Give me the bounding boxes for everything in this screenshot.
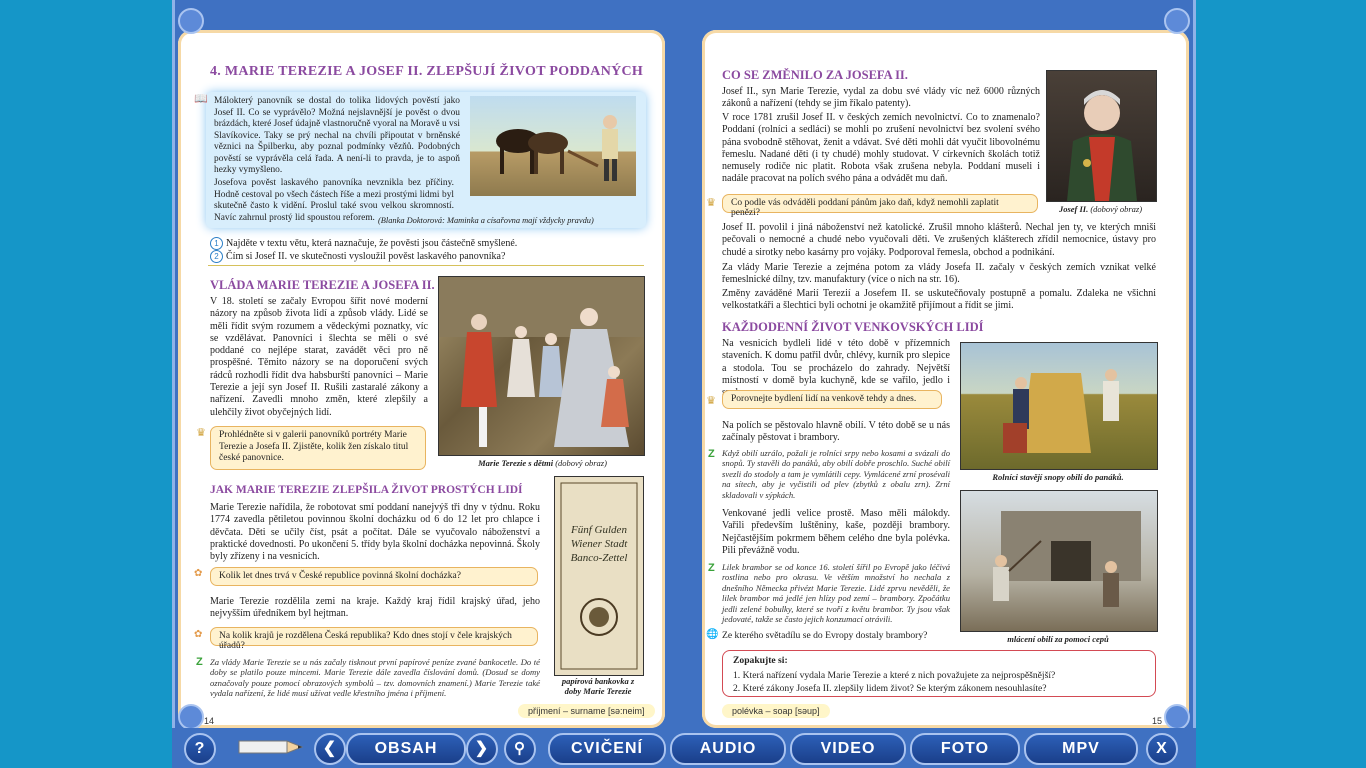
next-page-button[interactable]: ❯ <box>466 733 498 765</box>
page-right <box>702 30 1189 728</box>
threshing-illustration <box>961 491 1157 631</box>
josef-plough-image <box>470 96 636 196</box>
text-josef-4: Za vlády Marie Terezie a zejména potom za vlády Josefa II. začaly v českých zemích vznikat velké řemeslnické dílny, tzv. manufaktury (více o nich na str. 16). <box>722 262 1156 286</box>
question-brambory: Ze kterého světadílu se do Evropy dostaly brambory? <box>722 630 928 641</box>
question-2 <box>210 250 505 263</box>
snopy-image <box>960 342 1158 470</box>
globe-icon: 🌐 <box>706 629 719 640</box>
marie-terezie-painting <box>438 276 645 456</box>
question-2-text: Čím si Josef II. ve skutečnosti vysloužil pověst laskavého panovníka? <box>226 251 506 262</box>
crown-icon: ♛ <box>706 395 716 407</box>
josef-portrait <box>1046 70 1157 202</box>
question-1-text: Najděte v textu větu, která naznačuje, že pověsti jsou částečně smyšlené. <box>226 238 518 249</box>
crown-icon: ♛ <box>706 197 716 209</box>
cviceni-button[interactable]: CVIČENÍ <box>548 733 666 765</box>
task-kraje: Na kolik krajů je rozdělena Česká republika? Kdo dnes stojí v čele krajských úřadů? <box>210 627 538 646</box>
audio-button[interactable]: AUDIO <box>670 733 786 765</box>
flower-icon: ✿ <box>194 629 203 640</box>
page-title: 4. MARIE TEREZIE A JOSEF II. ZLEPŠUJÍ ŽIVOT PODDANÝCH <box>210 64 644 79</box>
text-venkov-1: Na vesnicích bydleli lidé v této době v přízemních staveních. K domu patřil dvůr, chlévy, kurník pro slepice a stodola. Tou se procházelo do zahrady. Největší místností v domě byla kuchyně, kde se vařilo, jedlo i <box>722 338 950 386</box>
task-galerie: Prohlédněte si v galerii panovníků portréty Marie Terezie a Josefa II. Zjistěte, kolik žen získalo titul české panovnice. <box>210 426 426 470</box>
text-venkov-3: Venkované jedli velice prostě. Maso měli málokdy. Vařili především luštěniny, kaše, později brambory. Nejčastějším pokrmem během celého dne byla polévka. Pili převážně vodu. <box>722 508 950 556</box>
crown-icon: ♛ <box>196 427 206 439</box>
z-icon: Z <box>708 562 715 574</box>
corner-decoration <box>1164 8 1190 34</box>
legend-text-1: Málokterý panovník se dostal do tolika lidových pověstí jako Josef II. Co se vyprávělo? Možná nejslavnější je pověst o dvou brázdách, které Josef údajně vlastnoručně vyoral na Moravě u vsi Slavíkovice. Taky se prý nechal na chvíli připoutat v brněnské věznici na Špilberku, aby poznal podmínky vězňů. Podobných pověstí se vyprávěla celá řada. A není-li to pravda, je to aspoň hezky vymyšleno. <box>214 96 460 175</box>
caption-josef: Josef II. (dobový obraz) <box>1058 204 1143 214</box>
prev-page-button[interactable]: ❮ <box>314 733 346 765</box>
legend-source: (Blanka Doktorová: Maminka a císařovna mají vždycky pravdu) <box>378 216 594 225</box>
banknote-image <box>554 476 644 676</box>
foto-button[interactable]: FOTO <box>910 733 1020 765</box>
task-dan: Co podle vás odváděli poddaní pánům jako daň, když nemohli zaplatit penězi? <box>722 194 1038 213</box>
z-icon: Z <box>708 448 715 460</box>
task-bydleni: Porovnejte bydlení lidí na venkově tehdy a dnes. <box>722 390 942 409</box>
review-title: Zopakujte si: <box>733 655 788 666</box>
section-title-venkov: KAŽDODENNÍ ŽIVOT VENKOVSKÝCH LIDÍ <box>722 320 984 334</box>
book-icon: 📖 <box>194 93 208 105</box>
page-number-left: 14 <box>204 716 215 726</box>
section-text-jak: Marie Terezie nařídila, že robotovat smí poddaní nanejvýš tři dny v týdnu. Roku 1774 zavedla pětiletou povinnou školní docházku od 6 do 12 let pro chlapce i děvčata. Děti se učily číst, psát a počítat. Dále se vyučovalo náboženství a praktické dovednosti. Po ukončení 5. třídy byla školní docházka nepovinná. Školy byly zřízeny i na vesnicích. <box>210 502 540 563</box>
review-item-2: 2. Které zákony Josefa II. zlepšily lidem život? Se kterým zákonem nesouhlasíte? <box>733 683 1047 694</box>
help-button[interactable]: ? <box>184 733 216 765</box>
harvest-illustration <box>961 343 1157 469</box>
family-portrait-illustration <box>439 277 644 455</box>
banknote-text: Fünf Gulden Wiener Stadt Banco-Zettel <box>570 524 628 564</box>
flower-icon: ✿ <box>194 568 203 579</box>
corner-decoration <box>1164 704 1190 730</box>
caption-snopy: Rolníci stavějí snopy obilí do panáků. <box>992 472 1124 482</box>
divider <box>208 265 644 266</box>
pencil-icon[interactable] <box>238 738 304 756</box>
section-title-jak: JAK MARIE TEREZIE ZLEPŠILA ŽIVOT PROSTÝCH LIDÍ <box>210 484 523 496</box>
text-josef-2: V roce 1781 zrušil Josef II. v českých zemích nevolnictví. Co to znamenalo? Poddaní (rolníci a sedláci) se mohli po zrušení nevolnictví bez svolení svého pána svobodně stěhovat, ženit a vdávat. Své děti mohli dát vyučit libovolnému řemeslu. Nadané děti (i ty chudé) mohly studovat. V církevních školách totiž nemusely rodiče nic platit. Robota však zrušena nebyla. Poddaní museli i nadále pracovat na polích svého pána a odvádět mu daň. <box>722 112 1040 185</box>
number-1-icon: 1 <box>210 237 223 250</box>
z-icon: Z <box>196 656 203 668</box>
caption-banknote: papírová bankovka z doby Marie Terezie <box>561 676 635 696</box>
section-title-josef: CO SE ZMĚNILO ZA JOSEFA II. <box>722 68 908 82</box>
banknote-seal <box>555 477 643 675</box>
search-icon[interactable]: ⚲ <box>504 733 536 765</box>
question-1 <box>210 237 517 250</box>
caption-mlaceni: mlácení obilí za pomoci cepů <box>1007 634 1109 644</box>
legend-text-2: Josefova pověst laskavého panovníka nevznikla bez příčiny. Hodně cestoval po všech částech říše a mezi prostými lidmi byl skutečně často k vidění. Proslul také svou velkou skromností. Navíc zahrnul prostý lid spoustou reforem. <box>214 178 454 223</box>
portrait-illustration <box>1047 71 1156 201</box>
vocabulary-prijmeni: příjmení – surname [sə:neim] <box>518 704 655 718</box>
corner-decoration <box>178 8 204 34</box>
plough-illustration <box>470 96 636 196</box>
section-text-kraje: Marie Terezie rozdělila zemi na kraje. Každý kraj řídil krajský úřad, jeho nejvyšším úředníkem byl hejtman. <box>210 596 540 620</box>
close-button[interactable]: X <box>1146 733 1178 765</box>
caption-marie-terezie: Marie Terezie s dětmi (dobový obraz) <box>478 458 607 468</box>
obsah-button[interactable]: OBSAH <box>346 733 466 765</box>
text-venkov-2: Na polích se pěstovalo hlavně obilí. V této době se u nás začínaly pěstovat i brambory. <box>722 420 950 444</box>
review-box <box>722 650 1156 697</box>
note-obili: Když obilí uzrálo, požali je rolníci srpy nebo kosami a svázali do snopů. Ty stavěli do panáků, aby obilí dobře proschlo. Suché obilí svezli do stodoly a tam je vymlátili cepy. Vymlácené zrní prosévali na sítech, aby je vyčistili od plev (zbytků z obalu zrn). Zrní skladovali v sýpkách. <box>722 448 950 500</box>
text-josef-3: Josef II. povolil i jiná náboženství než katolické. Zrušil mnoho klášterů. Nechal jen ty, ve kterých mniši pečovali o nemocné a chudé nebo vyučovali děti. Ve zrušených klášterech zřídil nemocnice, ústavy pro chudé a sirotky nebo kasárny pro vojáky. Podporoval řemesla, obchod a podnikání. <box>722 222 1156 258</box>
number-2-icon: 2 <box>210 250 223 263</box>
text-josef-5: Změny zaváděné Marií Terezií a Josefem II. se uskutečňovaly postupně a pomalu. Zdaleka ne všichni velkostatkáři a šlechtici byli ochotni je okamžitě přijímout a řídit se jimi. <box>722 288 1156 312</box>
corner-decoration <box>178 704 204 730</box>
mlaceni-image <box>960 490 1158 632</box>
section-text-vlada: V 18. století se začaly Evropou šířit nové moderní názory na způsob života lidí a způsob vlády. Lidé se měli řídit svým rozumem a vědeckými poznatky, víc se vzdělávat. Panovníci i šlechta se měli o své poddané co nejlépe starat, zavádět věci pro ně prospěšné. Těmito názory se na doporučení svých rádců rozhodli řídit dva habsburští panovníci – Marie Terezie a její syn Josef II. Rušili zastaralé zákony a nařízení. Zavedli mnoho změn, které zlepšily a ulehčily život obyčejných lidí. <box>210 296 428 418</box>
text-josef-1: Josef II., syn Marie Terezie, vydal za dobu své vlády víc než 6000 různých zákonů a nařízení (tehdy se jim říkalo patenty). <box>722 86 1040 110</box>
page-left <box>178 30 665 728</box>
page-number-right: 15 <box>1152 716 1163 726</box>
note-brambory: Lilek brambor se od konce 16. století šířil po Evropě jako léčivá rostlina nebo pro okrasu. Ve větším množství ho nechala z dnešního Německa přivézt Marie Terezie. Lidé zprvu nevěděli, že lilek brambor má jedlé jen hlízy pod zemí – brambory. Zpočátku jedli zelené bobulky, které se tvoří z květu brambor. Ty jsou však jedovaté, takže se často jejich konzumací otrávili. <box>722 562 950 625</box>
section-title-vlada: VLÁDA MARIE TEREZIE A JOSEFA II. <box>210 278 435 292</box>
note-bankocetle: Za vlády Marie Terezie se u nás začaly tisknout první papírové peníze zvané bankocetle. Do té doby se platilo pouze mincemi. Marie Terezie dále zavedla číslování domů. (Dosud se domy označovaly pouze pomocí obrazových symbolů – tzv. domovních znamení.) Marie Terezie také vydala nařízení, že lidé musí užívat vedle křestního jména i příjmení. <box>210 657 540 699</box>
mpv-button[interactable]: MPV <box>1024 733 1138 765</box>
video-button[interactable]: VIDEO <box>790 733 906 765</box>
review-item-1: 1. Která nařízení vydala Marie Terezie a které z nich považujete za nejprospěšnější? <box>733 670 1056 681</box>
vocabulary-polevka: polévka – soap [səup] <box>722 704 830 718</box>
task-dochazka: Kolik let dnes trvá v České republice povinná školní docházka? <box>210 567 538 586</box>
